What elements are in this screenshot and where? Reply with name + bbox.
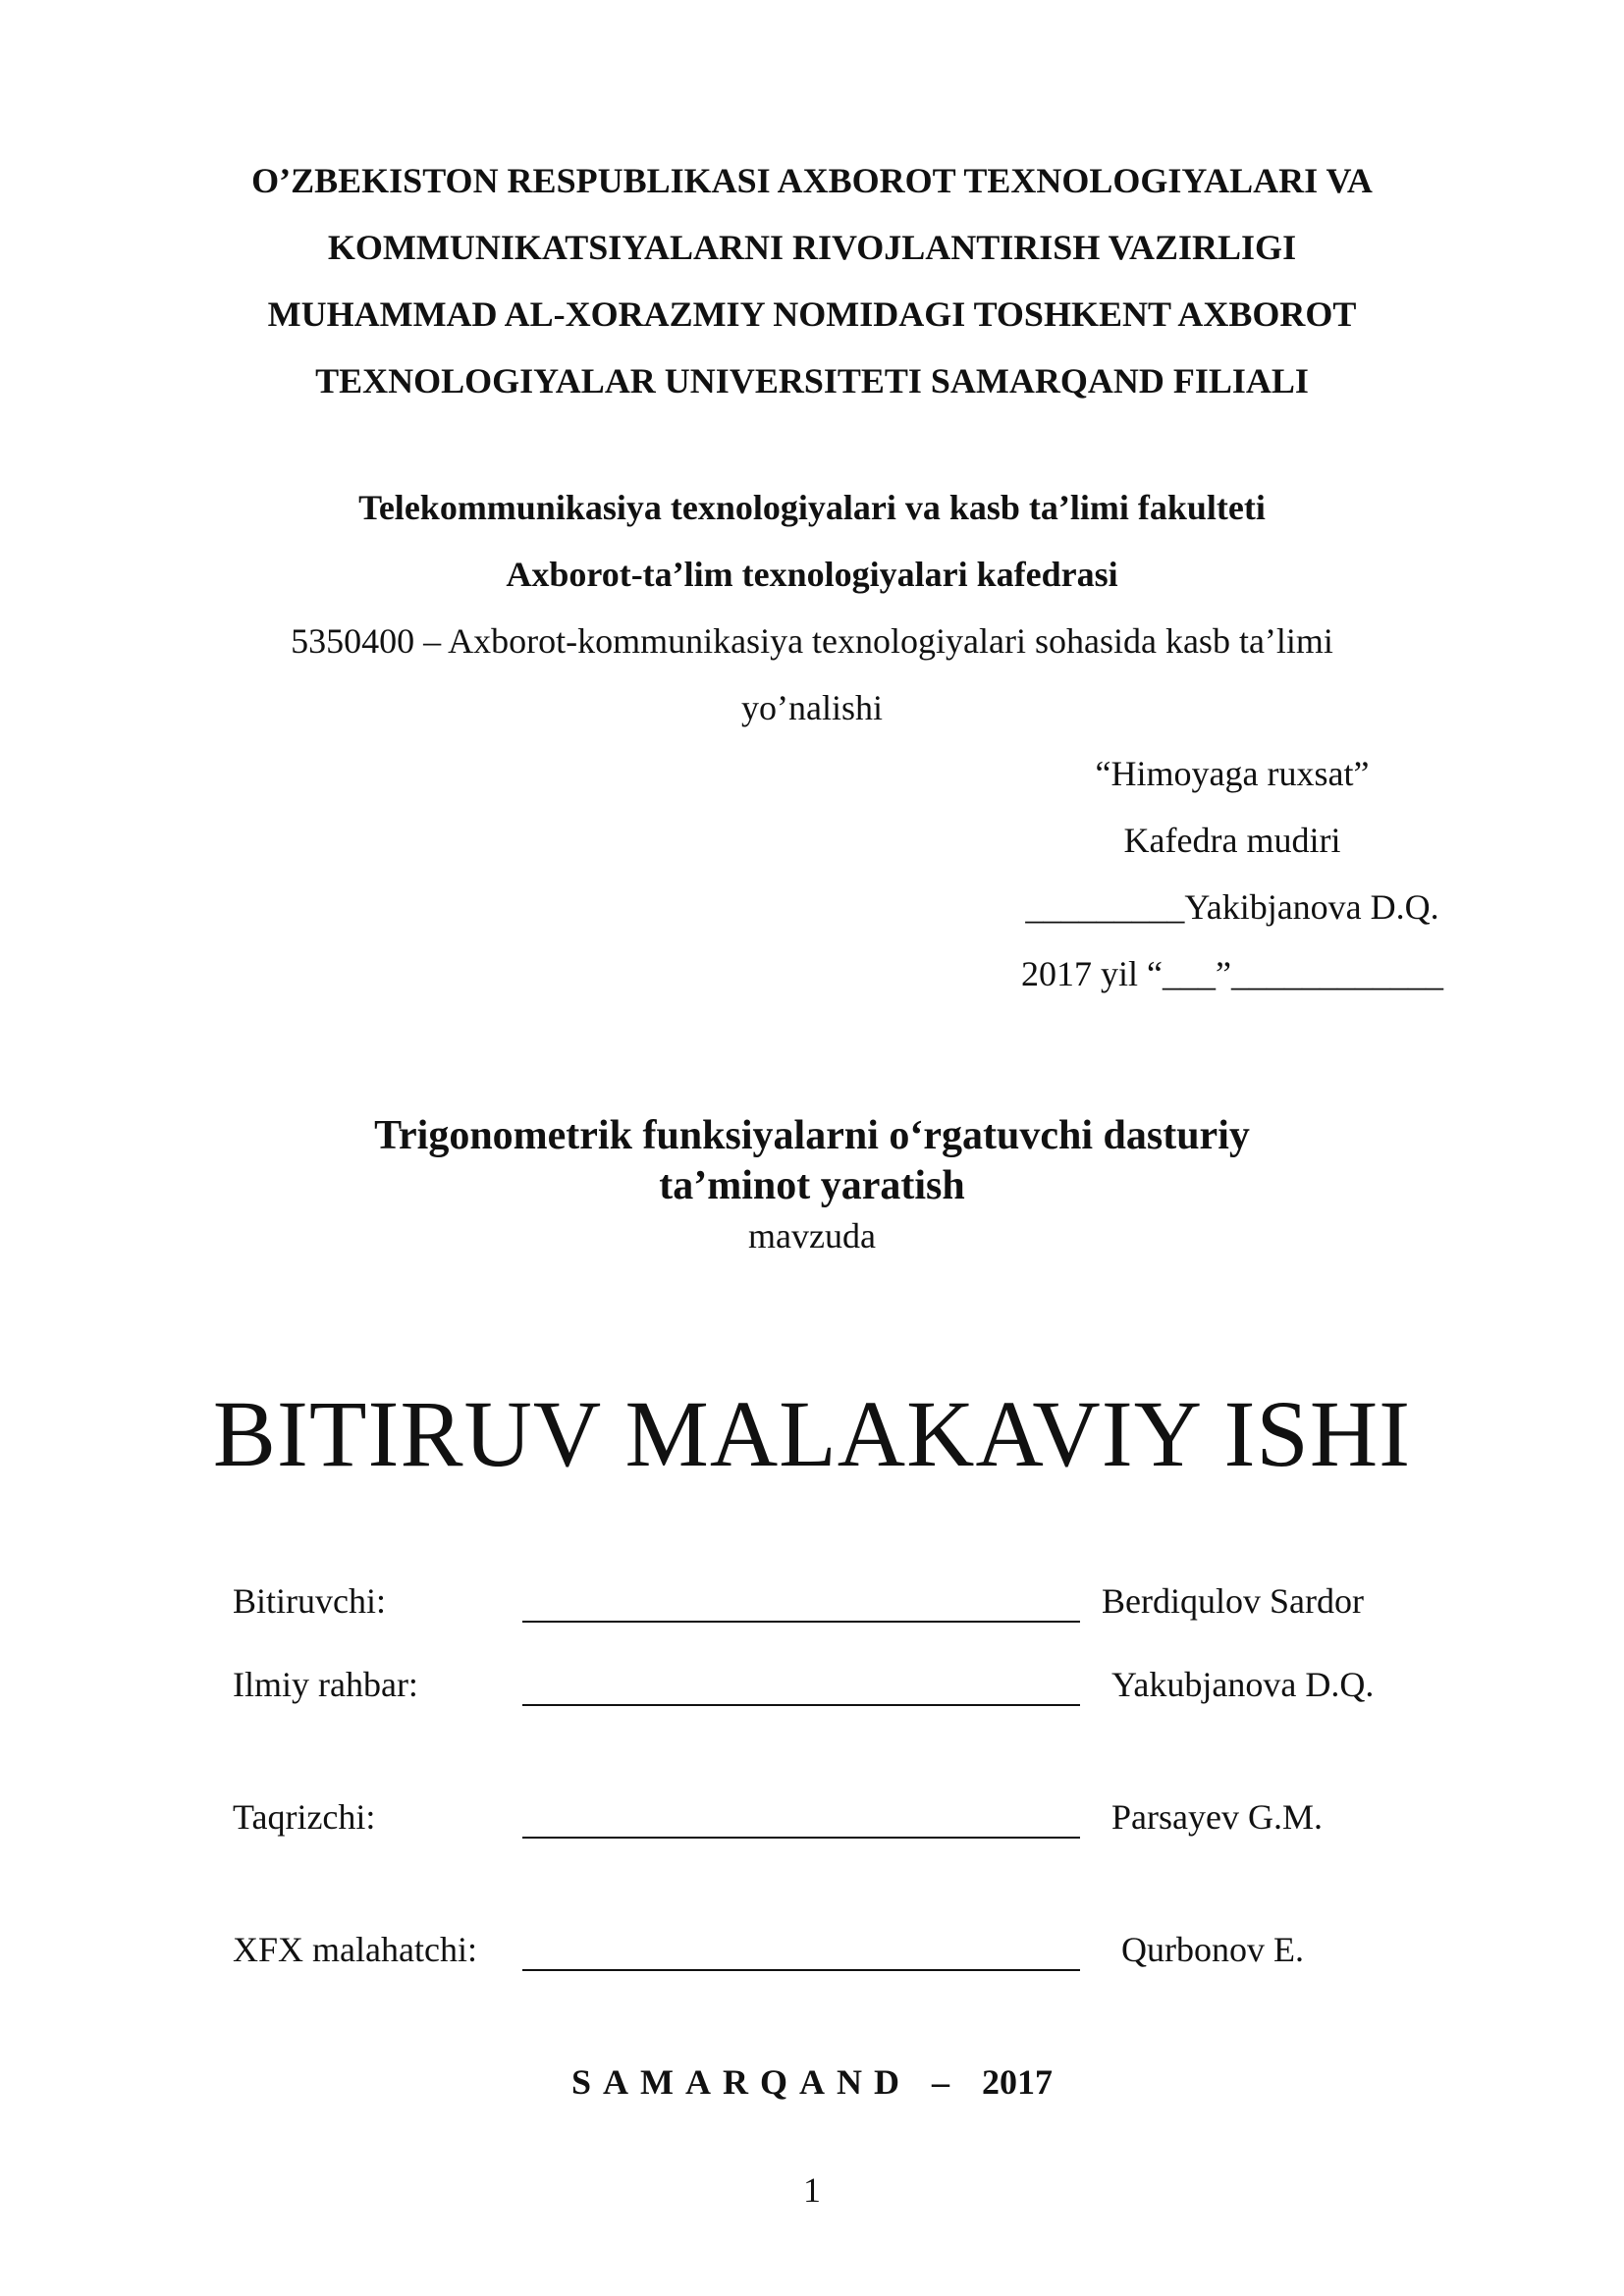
topic-suffix: mavzuda [748, 1216, 876, 1255]
faculty-name: Telekommunikasiya texnologiyalari va kasb ta’limi fakulteti [358, 488, 1266, 527]
page-number: 1 [803, 2170, 821, 2210]
ministry-line: O’ZBEKISTON RESPUBLIKASI AXBOROT TEXNOLOGIYALARI VA [251, 161, 1373, 200]
specialty-line-1: 5350400 – Axborot-kommunikasiya texnologiyalari sohasida kasb ta’limi [291, 621, 1333, 661]
department-name: Axborot-ta’lim texnologiyalari kafedrasi [506, 555, 1118, 594]
footer-city-year [0, 2061, 1624, 2103]
signature-line [522, 1837, 1080, 1839]
ministry-line: KOMMUNIKATSIYALARNI RIVOJLANTIRISH VAZIRLIGI [327, 228, 1297, 267]
work-title: BITIRUV MALAKAVIY ISHI [212, 1381, 1412, 1486]
signature-name: Parsayev G.M. [1111, 1797, 1323, 1837]
topic-line-2: ta’minot yaratish [659, 1163, 965, 1208]
signature-name: Qurbonov E. [1121, 1930, 1304, 1969]
approval-signature: _________Yakibjanova D.Q. [1025, 887, 1439, 927]
footer-year: 2017 [982, 2062, 1053, 2102]
topic-line-1: Trigonometrik funksiyalarni o‘rgatuvchi dasturiy [374, 1113, 1250, 1158]
signature-name: Yakubjanova D.Q. [1111, 1665, 1375, 1704]
ministry-header [0, 147, 1624, 414]
footer-city: SAMARQAND [571, 2062, 911, 2102]
signature-label: Taqrizchi: [233, 1797, 376, 1837]
signature-line [522, 1621, 1080, 1623]
approval-date: 2017 yil “___”____________ [1021, 954, 1443, 993]
approval-title: “Himoyaga ruxsat” [1095, 754, 1370, 793]
ministry-line: MUHAMMAD AL-XORAZMIY NOMIDAGI TOSHKENT AXBOROT [267, 294, 1357, 334]
signature-label: Bitiruvchi: [233, 1581, 386, 1621]
signature-label: Ilmiy rahbar: [233, 1665, 418, 1704]
signature-line [522, 1969, 1080, 1971]
footer-separator: – [932, 2062, 961, 2102]
signature-label: XFX malahatchi: [233, 1930, 477, 1969]
approval-role: Kafedra mudiri [1123, 821, 1341, 860]
specialty-line-2: yo’nalishi [741, 688, 883, 727]
ministry-line: TEXNOLOGIYALAR UNIVERSITETI SAMARQAND FILIALI [315, 361, 1309, 400]
signature-line [522, 1704, 1080, 1706]
signature-name: Berdiqulov Sardor [1102, 1581, 1364, 1621]
